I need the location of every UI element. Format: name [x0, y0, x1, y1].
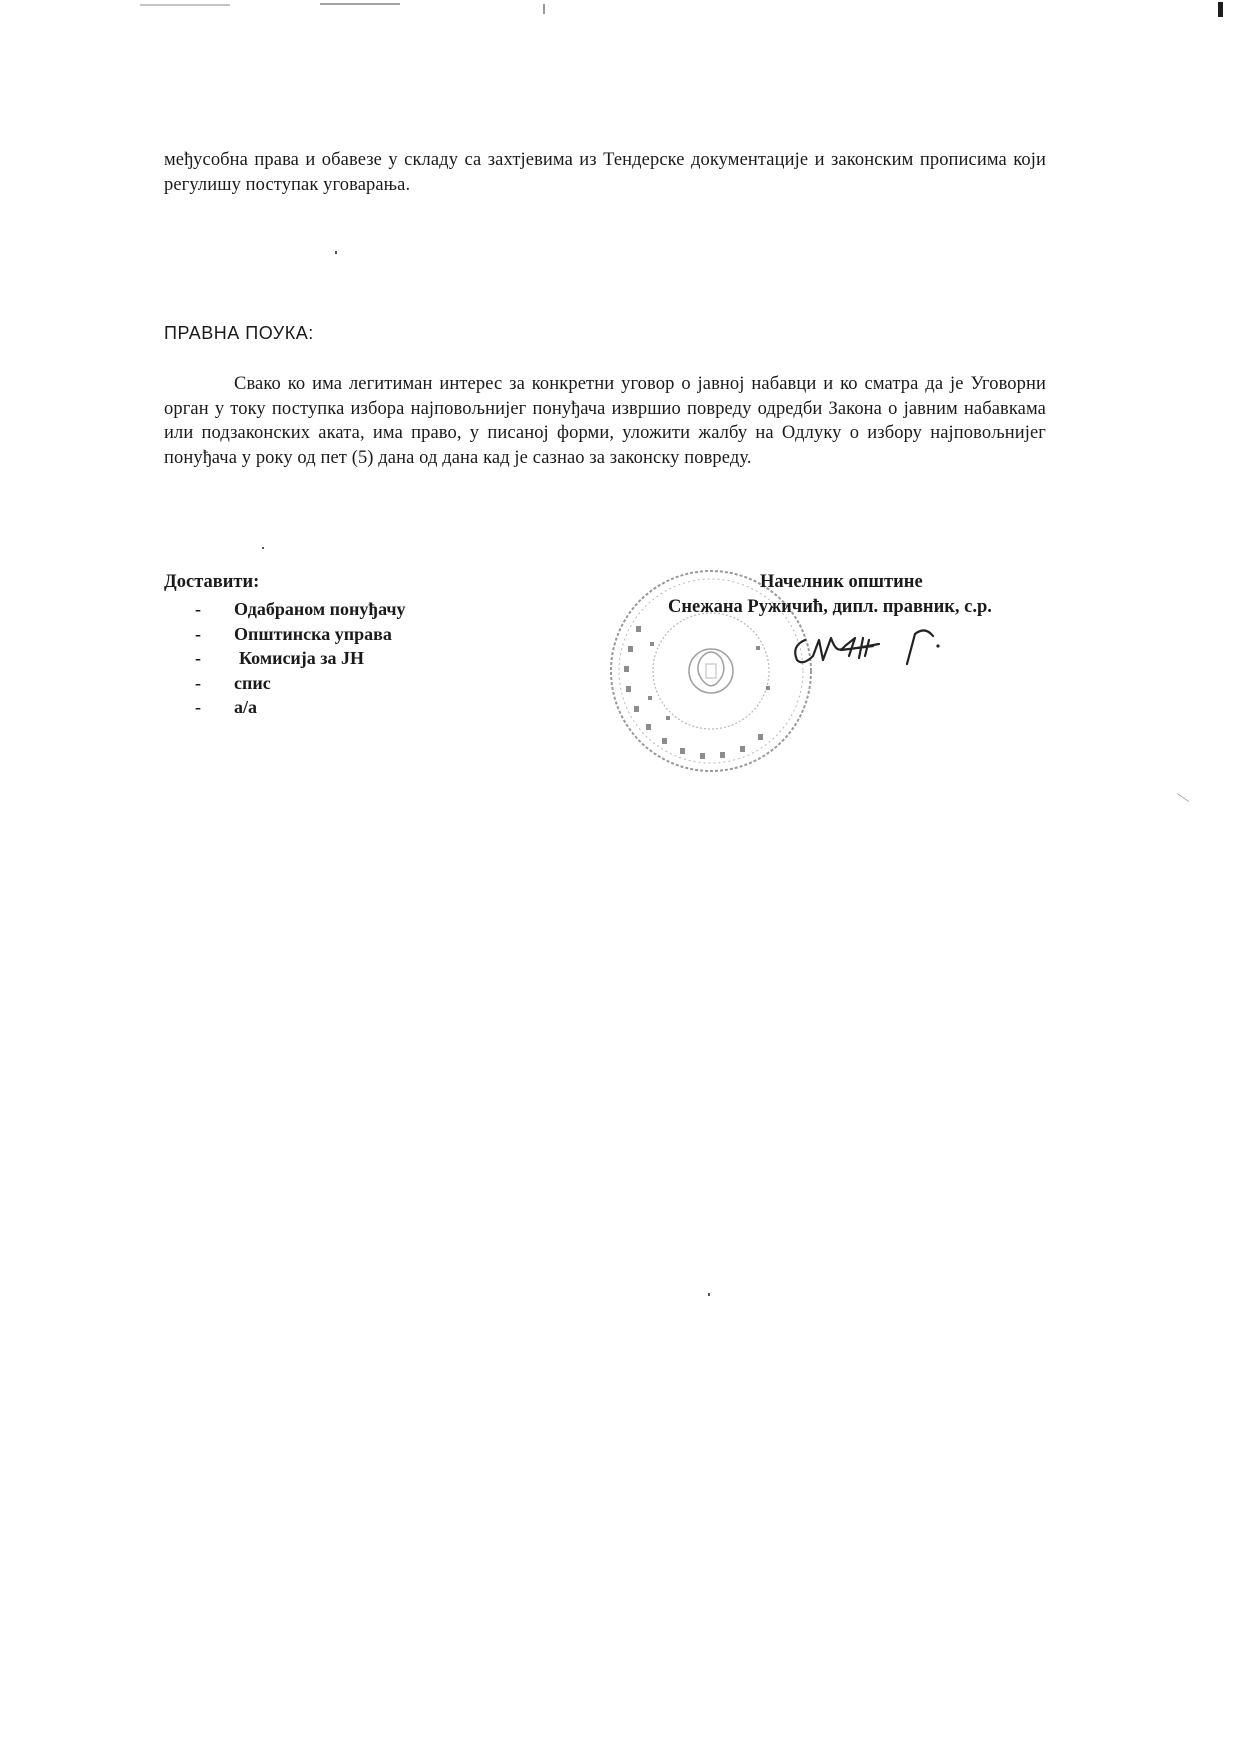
- list-dash: -: [195, 599, 201, 619]
- list-dash: -: [195, 697, 201, 717]
- list-dash: -: [195, 648, 201, 668]
- delivery-item-label: Комисија за ЈН: [239, 648, 365, 668]
- delivery-item-label: Одабраном понуђачу: [234, 599, 406, 619]
- scan-artifact: [320, 3, 400, 5]
- delivery-list: [195, 597, 406, 720]
- signatory-name: Снежана Ружичић, дипл. правник, с.р.: [668, 597, 992, 617]
- body-paragraph-top: међусобна права и обавезе у складу са захтјевима из Тендерске документације и законским прописима који регулишу поступак уговарања.: [164, 150, 1046, 195]
- scan-artifact: [140, 4, 230, 6]
- scan-artifact: [1177, 793, 1189, 802]
- legal-notice-text: Свако ко има легитиман интерес за конкретни уговор о јавној набавци и ко сматра да је Уговорни орган у току поступка избора најповољнијег понуђача извршио повреду одредби Закона о јавним набавкама или подзаконских аката, има право, у писаној форми, уложити жалбу на Одлуку о избору најповољнијег понуђача у року од пет (5) дана од дана кад је сазнао за законску повреду.: [164, 374, 1046, 468]
- handwritten-signature-icon: [783, 616, 943, 676]
- list-item: [195, 622, 406, 647]
- list-dash: -: [195, 672, 201, 693]
- delivery-title: Доставити:: [164, 572, 260, 592]
- list-item: [195, 671, 406, 696]
- list-dash: -: [195, 623, 201, 644]
- list-item: [195, 646, 406, 671]
- delivery-item-label: а/а: [234, 697, 258, 717]
- scan-artifact: [708, 1293, 710, 1296]
- list-item: [195, 695, 406, 720]
- legal-notice-heading: ПРАВНА ПОУКА:: [164, 323, 314, 343]
- list-item: [195, 597, 406, 622]
- signature-title: Начелник општине: [760, 572, 923, 592]
- delivery-item-label: спис: [234, 672, 271, 693]
- scan-artifact: [1218, 2, 1223, 17]
- delivery-item-label: Општинска управа: [234, 623, 392, 644]
- scan-artifact: [543, 4, 545, 14]
- scan-artifact: [262, 547, 264, 549]
- scan-artifact: [335, 251, 337, 254]
